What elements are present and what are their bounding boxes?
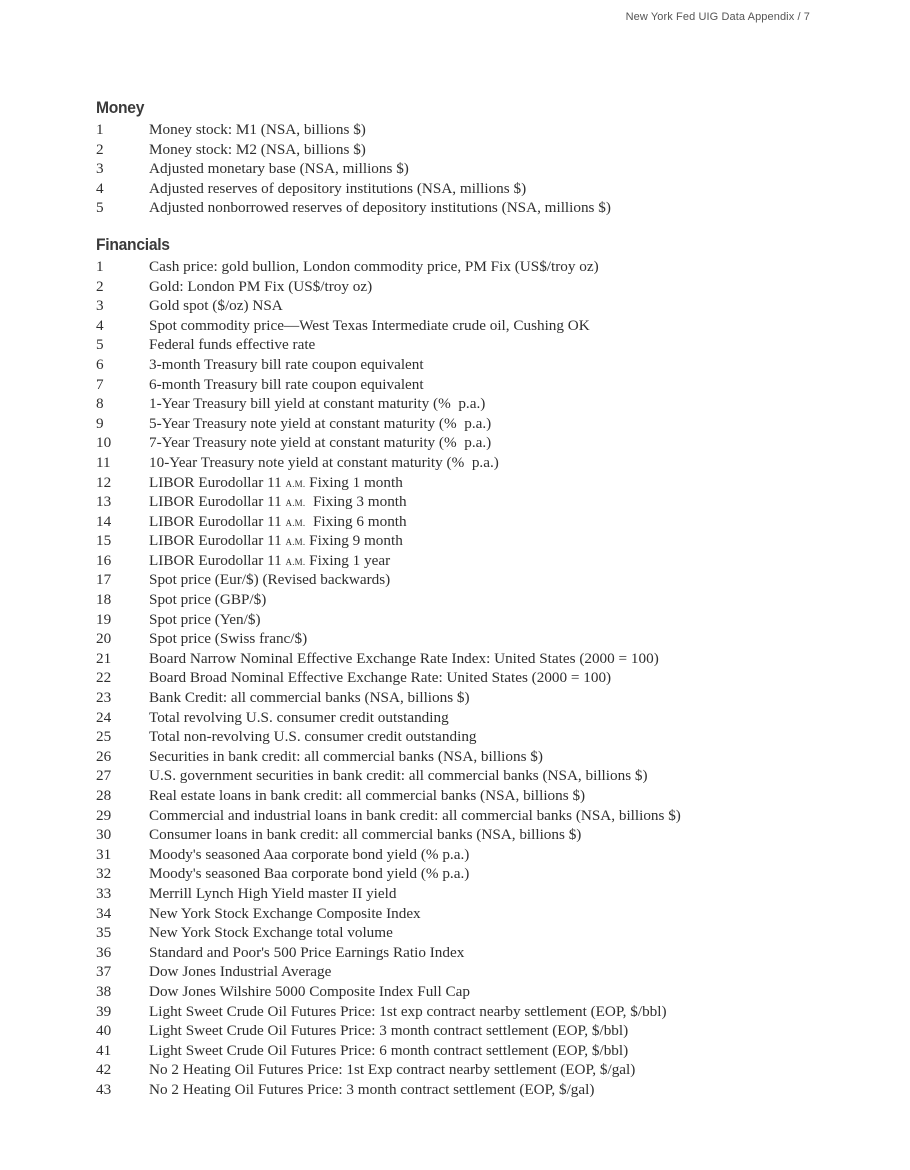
item-description: Dow Jones Industrial Average — [149, 963, 332, 981]
item-description: Merrill Lynch High Yield master II yield — [149, 884, 397, 902]
list-item — [96, 394, 876, 414]
item-description: Money stock: M2 (NSA, billions $) — [149, 140, 366, 158]
small-caps-abbrev: A.M. — [285, 556, 306, 567]
item-description: Commercial and industrial loans in bank credit: all commercial banks (NSA, billions $) — [149, 806, 681, 824]
list-item — [96, 1041, 876, 1061]
item-number: 36 — [96, 943, 112, 961]
item-number: 2 — [96, 277, 104, 295]
list-item — [96, 433, 876, 453]
item-description: Spot price (Eur/$) (Revised backwards) — [149, 571, 391, 589]
money-series-list — [96, 120, 876, 218]
list-item — [96, 982, 876, 1002]
list-item — [96, 316, 876, 336]
item-number: 7 — [96, 375, 104, 393]
financials-series-list — [96, 257, 876, 1100]
list-item — [96, 551, 876, 571]
item-number: 1 — [96, 257, 104, 275]
item-description-part: Fixing 3 month — [305, 493, 407, 511]
item-number: 25 — [96, 728, 112, 746]
item-number: 15 — [96, 532, 112, 550]
item-number: 5 — [96, 199, 104, 217]
item-number: 31 — [96, 845, 112, 863]
list-item — [96, 649, 876, 669]
item-number: 20 — [96, 630, 112, 648]
item-description-part: Fixing 9 month — [305, 532, 403, 550]
item-description: Spot price (GBP/$) — [149, 591, 267, 609]
item-number: 39 — [96, 1002, 112, 1020]
section-money — [96, 96, 876, 218]
item-description: 10-Year Treasury note yield at constant maturity (% p.a.) — [149, 453, 499, 471]
list-item — [96, 453, 876, 473]
section-title: Financials — [96, 234, 170, 254]
item-description: New York Stock Exchange Composite Index — [149, 904, 421, 922]
list-item — [96, 257, 876, 277]
list-item — [96, 590, 876, 610]
item-number: 32 — [96, 865, 112, 883]
list-item — [96, 179, 876, 199]
list-item — [96, 962, 876, 982]
list-item — [96, 355, 876, 375]
item-number: 17 — [96, 571, 112, 589]
item-description — [149, 492, 876, 512]
list-item — [96, 159, 876, 179]
item-description: Board Narrow Nominal Effective Exchange Rate Index: United States (2000 = 100) — [149, 649, 659, 667]
item-description-part: Fixing 1 month — [305, 473, 403, 491]
small-caps-abbrev: A.M. — [285, 517, 306, 528]
item-description: Light Sweet Crude Oil Futures Price: 3 month contract settlement (EOP, $/bbl) — [149, 1022, 629, 1040]
item-number: 38 — [96, 982, 112, 1000]
item-number: 23 — [96, 689, 112, 707]
item-description: Consumer loans in bank credit: all commercial banks (NSA, billions $) — [149, 826, 582, 844]
item-description-part: LIBOR Eurodollar 11 — [149, 551, 286, 569]
item-number: 4 — [96, 316, 104, 334]
list-item — [96, 708, 876, 728]
item-description: 6-month Treasury bill rate coupon equivalent — [149, 375, 424, 393]
list-item — [96, 610, 876, 630]
item-number: 43 — [96, 1080, 112, 1098]
item-description-part: LIBOR Eurodollar 11 — [149, 473, 286, 491]
list-item — [96, 825, 876, 845]
item-number: 12 — [96, 473, 112, 491]
item-description: Spot price (Swiss franc/$) — [149, 630, 308, 648]
item-description: New York Stock Exchange total volume — [149, 924, 393, 942]
item-number: 22 — [96, 669, 112, 687]
item-description: Money stock: M1 (NSA, billions $) — [149, 121, 366, 138]
list-item — [96, 531, 876, 551]
item-number: 3 — [96, 297, 104, 315]
item-description: Gold spot ($/oz) NSA — [149, 297, 283, 315]
item-number: 26 — [96, 747, 112, 765]
list-item — [96, 375, 876, 395]
item-number: 24 — [96, 708, 112, 726]
item-description: Spot price (Yen/$) — [149, 610, 261, 628]
item-description: Spot commodity price—West Texas Intermediate crude oil, Cushing OK — [149, 316, 590, 334]
item-description: Federal funds effective rate — [149, 336, 316, 354]
list-item — [96, 727, 876, 747]
list-item — [96, 473, 876, 493]
item-description: 3-month Treasury bill rate coupon equivalent — [149, 355, 424, 373]
item-description: Gold: London PM Fix (US$/troy oz) — [149, 277, 373, 295]
item-number: 6 — [96, 355, 104, 373]
item-number: 5 — [96, 336, 104, 354]
item-number: 30 — [96, 826, 112, 844]
item-description: Moody's seasoned Aaa corporate bond yield (% p.a.) — [149, 845, 470, 863]
list-item — [96, 120, 876, 140]
list-item — [96, 668, 876, 688]
list-item — [96, 1060, 876, 1080]
list-item — [96, 570, 876, 590]
list-item — [96, 864, 876, 884]
running-header: New York Fed UIG Data Appendix / 7 — [625, 11, 810, 23]
item-number: 1 — [96, 121, 104, 138]
item-description: Light Sweet Crude Oil Futures Price: 1st exp contract nearby settlement (EOP, $/bbl) — [149, 1002, 667, 1020]
list-item — [96, 845, 876, 865]
item-number: 4 — [96, 179, 104, 197]
list-item — [96, 943, 876, 963]
item-number: 28 — [96, 787, 112, 804]
item-description: 1-Year Treasury bill yield at constant maturity (% p.a.) — [149, 395, 486, 413]
small-caps-abbrev: A.M. — [285, 478, 306, 489]
list-item — [96, 923, 876, 943]
item-number: 10 — [96, 434, 112, 452]
item-number: 19 — [96, 610, 112, 628]
item-number: 3 — [96, 160, 104, 178]
item-number: 13 — [96, 493, 112, 511]
list-item — [96, 1002, 876, 1022]
item-description — [149, 473, 876, 493]
item-description — [149, 551, 876, 571]
item-description: No 2 Heating Oil Futures Price: 1st Exp contract nearby settlement (EOP, $/gal) — [149, 1061, 636, 1079]
item-description: Adjusted monetary base (NSA, millions $) — [149, 160, 409, 178]
item-description: Dow Jones Wilshire 5000 Composite Index Full Cap — [149, 982, 470, 1000]
item-number: 35 — [96, 924, 112, 942]
item-description: Bank Credit: all commercial banks (NSA, billions $) — [149, 689, 470, 707]
list-item — [96, 884, 876, 904]
item-description-part: LIBOR Eurodollar 11 — [149, 512, 286, 530]
list-item — [96, 904, 876, 924]
item-description-part: LIBOR Eurodollar 11 — [149, 532, 286, 550]
list-item — [96, 277, 876, 297]
list-item — [96, 296, 876, 316]
item-description: Moody's seasoned Baa corporate bond yield (% p.a.) — [149, 865, 470, 883]
item-number: 21 — [96, 649, 112, 667]
appendix-content — [96, 96, 876, 1100]
item-description: 5-Year Treasury note yield at constant maturity (% p.a.) — [149, 414, 492, 432]
item-number: 34 — [96, 904, 112, 922]
item-description — [149, 531, 876, 551]
item-description: Real estate loans in bank credit: all commercial banks (NSA, billions $) — [149, 787, 586, 804]
item-description: Board Broad Nominal Effective Exchange Rate: United States (2000 = 100) — [149, 669, 612, 687]
section-title: Money — [96, 98, 145, 117]
item-number: 41 — [96, 1041, 112, 1059]
item-number: 9 — [96, 414, 104, 432]
list-item — [96, 806, 876, 826]
item-number: 14 — [96, 512, 112, 530]
item-number: 29 — [96, 806, 112, 824]
small-caps-abbrev: A.M. — [285, 498, 306, 509]
list-item — [96, 335, 876, 355]
item-description-part: LIBOR Eurodollar 11 — [149, 493, 286, 511]
list-item — [96, 414, 876, 434]
list-item — [96, 492, 876, 512]
item-description-part: Fixing 6 month — [305, 512, 407, 530]
section-financials — [96, 233, 876, 1100]
item-number: 18 — [96, 591, 112, 609]
list-item — [96, 1021, 876, 1041]
item-description: Adjusted nonborrowed reserves of depository institutions (NSA, millions $) — [149, 199, 611, 217]
list-item — [96, 786, 876, 806]
item-description: 7-Year Treasury note yield at constant maturity (% p.a.) — [149, 434, 492, 452]
item-description: Total revolving U.S. consumer credit outstanding — [149, 708, 449, 726]
item-description: Light Sweet Crude Oil Futures Price: 6 month contract settlement (EOP, $/bbl) — [149, 1041, 629, 1059]
item-description — [149, 512, 876, 532]
small-caps-abbrev: A.M. — [285, 537, 306, 548]
item-description-part: Fixing 1 year — [305, 551, 391, 569]
item-description: Cash price: gold bullion, London commodity price, PM Fix (US$/troy oz) — [149, 257, 599, 275]
list-item — [96, 629, 876, 649]
item-number: 33 — [96, 884, 112, 902]
item-number: 16 — [96, 551, 112, 569]
item-number: 8 — [96, 395, 104, 413]
list-item — [96, 198, 876, 218]
item-number: 42 — [96, 1061, 112, 1079]
item-description: Adjusted reserves of depository institutions (NSA, millions $) — [149, 179, 527, 197]
item-description: U.S. government securities in bank credit: all commercial banks (NSA, billions $) — [149, 767, 648, 785]
item-description: Standard and Poor's 500 Price Earnings Ratio Index — [149, 943, 465, 961]
list-item — [96, 766, 876, 786]
item-description: Total non-revolving U.S. consumer credit outstanding — [149, 728, 477, 746]
item-number: 27 — [96, 767, 112, 785]
list-item — [96, 1080, 876, 1100]
item-number: 2 — [96, 140, 104, 158]
list-item — [96, 747, 876, 767]
item-number: 11 — [96, 453, 111, 471]
list-item — [96, 140, 876, 160]
item-number: 40 — [96, 1022, 112, 1040]
item-description: No 2 Heating Oil Futures Price: 3 month contract settlement (EOP, $/gal) — [149, 1080, 595, 1098]
list-item — [96, 512, 876, 532]
item-number: 37 — [96, 963, 112, 981]
item-description: Securities in bank credit: all commercial banks (NSA, billions $) — [149, 747, 543, 765]
list-item — [96, 688, 876, 708]
